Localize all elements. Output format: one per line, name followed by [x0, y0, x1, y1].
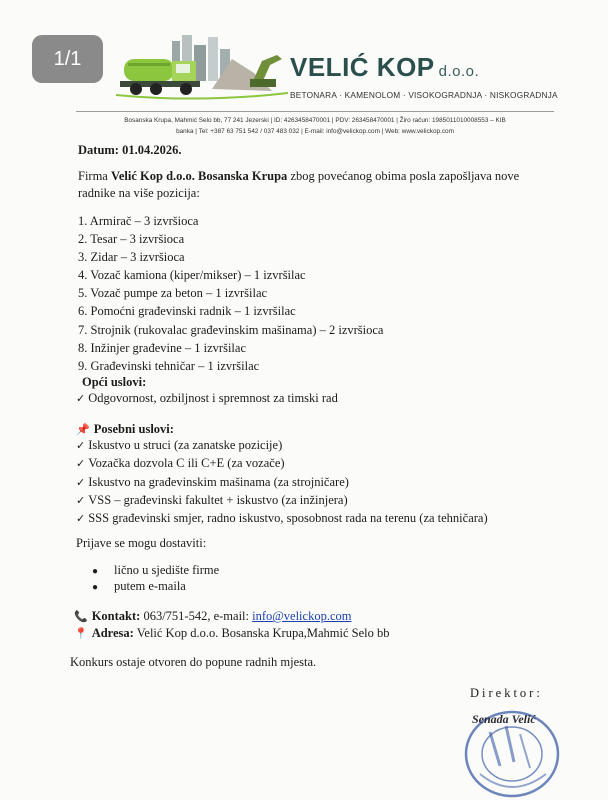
position-item: 6. Pomoćni građevinski radnik – 1 izvršilac — [78, 304, 296, 319]
condition-text: Vozačka dozvola C ili C+E (za vozače) — [88, 456, 285, 471]
check-icon: ✓ — [76, 512, 86, 526]
date-value: 01.04.2026. — [122, 143, 182, 157]
bullet-icon: ● — [92, 566, 99, 577]
check-icon: ✓ — [76, 457, 86, 471]
check-icon: ✓ — [76, 392, 86, 405]
contact-label: Kontakt: — [91, 609, 141, 623]
special-conditions-title-text: Posebni uslovi: — [93, 422, 174, 436]
position-item: 2. Tesar – 3 izvršioca — [78, 232, 185, 247]
letterhead-contact-line-2: banka | Tel: +387 63 751 542 / 037 483 032 | E-mail: info@velickop.com | Web: www.velickop.com — [176, 128, 454, 135]
condition-item — [76, 436, 488, 454]
application-method — [92, 578, 219, 594]
position-item: 8. Inžinjer građevine – 1 izvršilac — [78, 340, 246, 355]
application-methods-list — [92, 562, 219, 594]
condition-text: SSS građevinski smjer, radno iskustvo, sposobnost rada na terenu (za tehničara) — [88, 511, 488, 526]
company-name-text: VELIĆ KOP — [290, 52, 435, 82]
company-tagline: BETONARA · KAMENOLOM · VISOKOGRADNJA · NISKOGRADNJA — [290, 90, 558, 100]
check-icon: ✓ — [76, 475, 86, 489]
document-date — [78, 143, 181, 158]
check-icon: ✓ — [76, 493, 86, 507]
applications-intro: Prijave se mogu dostaviti: — [76, 536, 207, 550]
condition-item — [76, 491, 488, 509]
application-method — [92, 562, 219, 578]
positions-list — [78, 212, 383, 375]
intro-prefix: Firma — [78, 169, 111, 183]
position-item: 1. Armirač – 3 izvršioca — [78, 214, 199, 228]
special-conditions-title — [76, 422, 174, 437]
pushpin-icon: 📌 — [76, 423, 90, 436]
position-item: 5. Vozač pumpe za beton – 1 izvršilac — [78, 286, 268, 301]
check-icon: ✓ — [76, 439, 86, 452]
condition-item — [76, 454, 488, 472]
intro-company: Velić Kop d.o.o. Bosanska Krupa — [110, 169, 288, 183]
contact-phone: 063/751-542, e-mail: — [143, 609, 249, 623]
company-suffix: d.o.o. — [438, 63, 480, 80]
date-label: Datum: — [78, 143, 119, 157]
bullet-icon: ● — [92, 582, 99, 593]
condition-text: Iskustvo u struci (za zanatske pozicije) — [88, 438, 283, 452]
position-item: 9. Građevinski tehničar – 1 izvršilac — [78, 358, 260, 373]
application-method-text: putem e-maila — [114, 579, 186, 593]
email-link[interactable]: info@velickop.com — [252, 609, 352, 623]
company-name — [290, 52, 479, 83]
contact-row — [74, 609, 351, 624]
letterhead-contact-line-1: Bosanska Krupa, Mahmić Selo bb, 77 241 Jezerski | ID: 4263458470001 | PDV: 263458470001 | Žiro račun: 1985011010008553 – KIB — [124, 117, 506, 124]
condition-item — [76, 389, 338, 407]
director-title: Direktor: — [470, 686, 543, 700]
position-item: 7. Strojnik (rukovalac građevinskim mašinama) – 2 izvršioca — [78, 322, 384, 337]
page-counter: 1/1 — [32, 35, 103, 83]
condition-text: Odgovornost, ozbiljnost i spremnost za timski rad — [88, 391, 338, 405]
condition-text: VSS – građevinski fakultet + iskustvo (za inžinjera) — [88, 492, 348, 507]
pin-icon: 📍 — [74, 627, 88, 640]
phone-icon: 📞 — [74, 610, 88, 623]
special-conditions-list — [76, 436, 488, 527]
condition-text: Iskustvo na građevinskim mašinama (za strojničare) — [88, 474, 349, 489]
header-divider — [76, 111, 554, 112]
company-logo-graphic — [112, 33, 290, 103]
closing-text: Konkurs ostaje otvoren do popune radnih mjesta. — [70, 655, 317, 669]
address-row — [74, 626, 390, 641]
condition-item — [76, 509, 488, 527]
general-conditions-title: Opći uslovi: — [82, 375, 147, 389]
position-item: 4. Vozač kamiona (kiper/mikser) – 1 izvršilac — [78, 268, 306, 283]
application-method-text: lično u sjedište firme — [114, 563, 220, 577]
address-value: Velić Kop d.o.o. Bosanska Krupa,Mahmić Selo bb — [136, 626, 390, 640]
condition-item — [76, 473, 488, 491]
intro-suffix: zbog povećanog obima posla zapošljava nove radnike na više pozicija: — [78, 169, 520, 200]
position-item: 3. Zidar – 3 izvršioca — [78, 250, 185, 265]
director-signature: Senada Velić — [472, 712, 536, 726]
address-label: Adresa: — [91, 626, 134, 640]
intro-paragraph — [78, 168, 548, 201]
general-conditions-list — [76, 389, 338, 407]
